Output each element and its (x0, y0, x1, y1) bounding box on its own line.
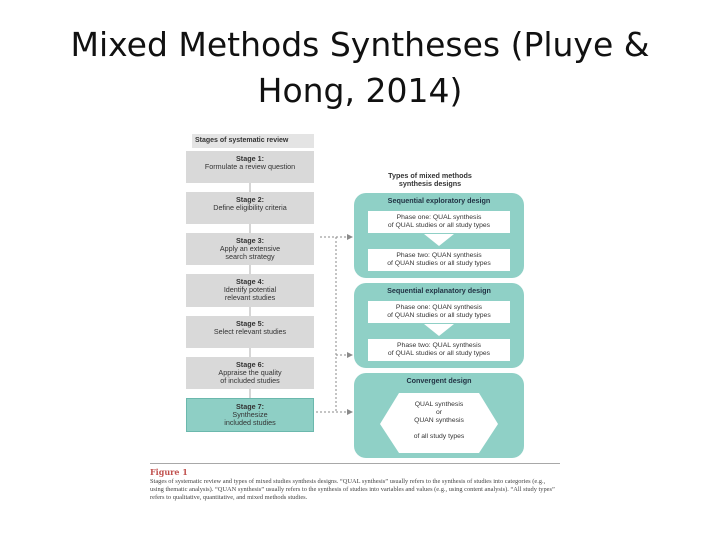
design-dotted-connectors (316, 237, 352, 412)
stage-3-title: Stage 3: (236, 236, 264, 245)
convergent-line-1: QUAL synthesis (414, 401, 464, 408)
stage-1-title: Stage 1: (236, 154, 264, 163)
slide-title (40, 22, 680, 114)
design-title: Sequential exploratory design (387, 196, 491, 205)
stage-2-description: Define eligibility criteria (213, 203, 287, 212)
stage-1-box (186, 151, 314, 183)
down-arrow-icon (424, 324, 454, 336)
figure (150, 130, 560, 535)
stage-3-description: Apply an extensive search strategy (219, 244, 281, 261)
design-title: Sequential explanatory design (387, 286, 491, 295)
figure-label: Figure 1 (150, 467, 188, 477)
stage-2-box (186, 192, 314, 224)
stage-4-title: Stage 4: (236, 277, 264, 286)
sequential-explanatory-design (354, 283, 524, 368)
phase-one-box: Phase one: QUAL synthesis of QUAL studies or all study types (368, 211, 510, 233)
phase-one-box: Phase one: QUAN synthesis of QUAN studies or all study types (368, 301, 510, 323)
stage-4-description: Identify potential relevant studies (223, 285, 277, 302)
slide-title-line-1: Mixed Methods Syntheses (Pluye & (70, 25, 650, 64)
sequential-exploratory-design (354, 193, 524, 278)
slide-title-line-2: Hong, 2014) (257, 71, 463, 110)
phase-two-box: Phase two: QUAN synthesis of QUAN studies or all study types (368, 249, 510, 271)
types-header: Types of mixed methods synthesis designs (388, 171, 472, 188)
stage-5-box (186, 316, 314, 348)
convergent-design (354, 373, 524, 458)
stage-5-title: Stage 5: (236, 319, 264, 328)
stage-3-box (186, 233, 314, 265)
stage-4-box (186, 274, 314, 307)
convergent-line-2: or (435, 409, 443, 416)
design-title: Convergent design (406, 376, 472, 385)
down-arrow-icon (424, 234, 454, 246)
stage-7-title: Stage 7: (236, 402, 264, 411)
stage-1-description: Formulate a review question (204, 162, 296, 171)
stage-2-title: Stage 2: (236, 195, 264, 204)
phase-two-box: Phase two: QUAL synthesis of QUAL studies or all study types (368, 339, 510, 361)
stage-6-box (186, 357, 314, 389)
caption-divider (150, 463, 560, 464)
figure-caption: Stages of systematic review and types of mixed studies synthesis designs. “QUAL synthesis” usually refers to the synthesis of studies into categories (e.g., using thematic analysis). “QUAN synthesis” usually refers to the synthesis of studies into variables and values (e.g., using content analysis). “All study types” refers to qualitative, quantitative, and mixed methods studies. (150, 478, 555, 501)
stage-6-description: Appraise the quality of included studies (218, 368, 282, 385)
convergent-line-3: QUAN synthesis (414, 417, 464, 424)
stage-5-description: Select relevant studies (213, 327, 287, 336)
convergent-line-4: of all study types (413, 433, 465, 440)
stage-6-title: Stage 6: (236, 360, 264, 369)
stage-7-description: Synthesize included studies (224, 410, 276, 427)
stages-header: Stages of systematic review (192, 134, 314, 148)
stage-7-box (186, 398, 314, 432)
